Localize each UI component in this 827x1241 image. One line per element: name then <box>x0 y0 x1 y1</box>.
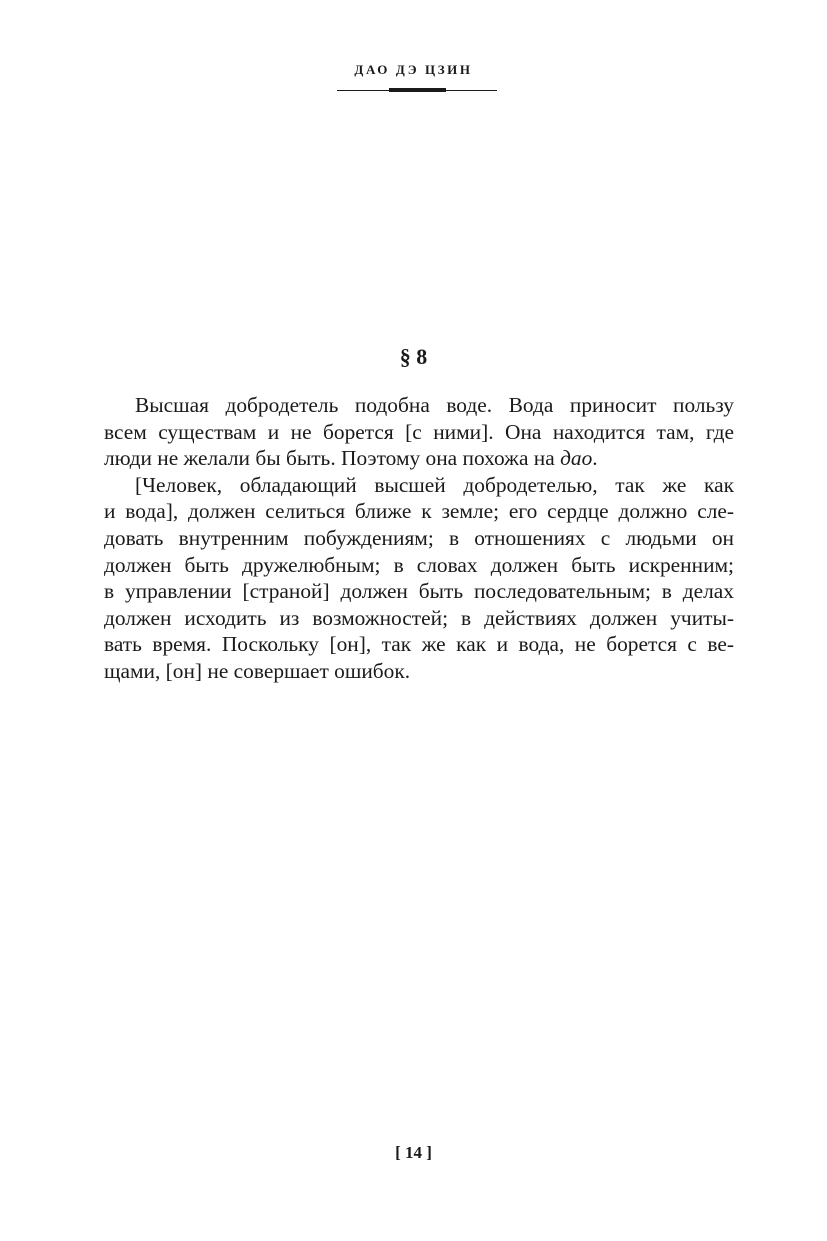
running-header: ДАО ДЭ ЦЗИН <box>354 62 473 77</box>
text-line: и вода], должен селиться ближе к земле; его сердце должно сле- <box>104 499 734 524</box>
text-line: щами, [он] не совершает ошибок. <box>104 658 411 683</box>
text-line: должен исходить из возможностей; в действиях должен учиты- <box>104 605 734 630</box>
text-line: всем существам и не борется [с ними]. Она находится там, где <box>104 419 734 444</box>
text-line <box>104 445 734 472</box>
text-line-start: люди не желали бы быть. Поэтому она похожа на <box>104 446 561 471</box>
paragraph-1 <box>104 392 734 472</box>
header-rule-accent <box>389 88 446 92</box>
text-line: должен быть дружелюбным; в словах должен быть искренним; <box>104 552 734 577</box>
emphasized-term: дао <box>560 446 593 471</box>
text-line: Высшая добродетель подобна воде. Вода приносит пользу <box>135 393 734 417</box>
text-line: [Человек, обладающий высшей добродетелью, так же как <box>135 472 734 497</box>
section-title: § 8 <box>399 344 428 369</box>
page-number: [ 14 ] <box>395 1143 432 1162</box>
paragraph-2 <box>104 472 734 685</box>
text-line: вать время. Поскольку [он], так же как и вода, не борется с ве- <box>104 632 734 657</box>
text-line-end: . <box>592 446 598 471</box>
text-line: довать внутренним побуждениям; в отношениях с людьми он <box>104 525 734 550</box>
text-line: в управлении [страной] должен быть последовательным; в делах <box>104 579 734 604</box>
body-text <box>104 392 734 685</box>
